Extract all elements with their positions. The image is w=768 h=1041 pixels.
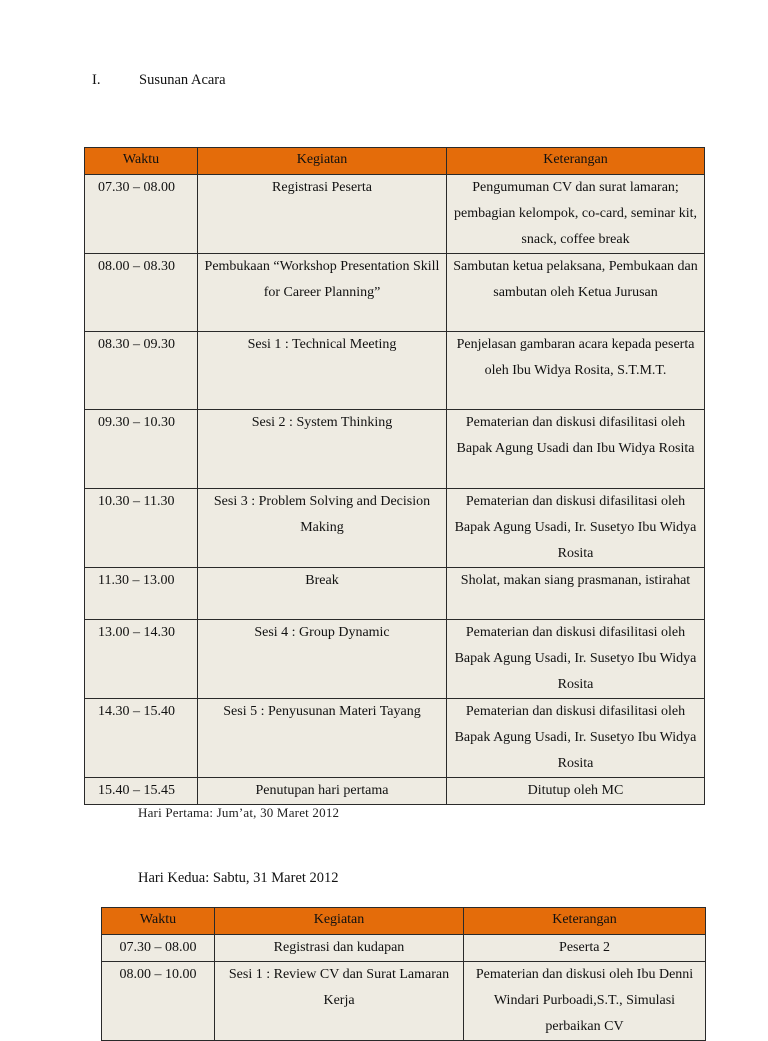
table-row [85,410,705,489]
time-cell: 14.30 – 15.40 [85,699,198,778]
column-header-kegiatan: Kegiatan [198,148,447,175]
activity-cell: Pembukaan “Workshop Presentation Skill for Career Planning” [198,254,447,332]
time-cell: 07.30 – 08.00 [102,935,215,962]
column-header-waktu: Waktu [85,148,198,175]
time-cell: 15.40 – 15.45 [85,778,198,805]
time-cell: 11.30 – 13.00 [85,568,198,620]
time-cell: 08.00 – 08.30 [85,254,198,332]
notes-cell: Ditutup oleh MC [447,778,705,805]
notes-cell: Penjelasan gambaran acara kepada peserta oleh Ibu Widya Rosita, S.T.M.T. [447,332,705,410]
activity-cell: Sesi 2 : System Thinking [198,410,447,489]
schedule-table-day1 [84,147,705,805]
time-cell: 13.00 – 14.30 [85,620,198,699]
table-row [85,332,705,410]
notes-cell: Sholat, makan siang prasmanan, istirahat [447,568,705,620]
table-row [85,489,705,568]
notes-cell: Sambutan ketua pelaksana, Pembukaan dan sambutan oleh Ketua Jurusan [447,254,705,332]
time-cell: 07.30 – 08.00 [85,175,198,254]
table-row [85,620,705,699]
activity-cell: Sesi 1 : Review CV dan Surat Lamaran Kerja [215,962,464,1041]
table-row [102,935,706,962]
time-cell: 08.00 – 10.00 [102,962,215,1041]
table-row [85,778,705,805]
column-header-waktu: Waktu [102,908,215,935]
activity-cell: Registrasi Peserta [198,175,447,254]
day2-heading: Hari Kedua: Sabtu, 31 Maret 2012 [138,870,339,886]
table-row [85,699,705,778]
time-cell: 10.30 – 11.30 [85,489,198,568]
table-row [85,568,705,620]
time-cell: 09.30 – 10.30 [85,410,198,489]
table-caption-day1: Hari Pertama: Jum’at, 30 Maret 2012 [138,805,340,820]
notes-cell: Pematerian dan diskusi difasilitasi oleh Bapak Agung Usadi dan Ibu Widya Rosita [447,410,705,489]
activity-cell: Penutupan hari pertama [198,778,447,805]
section-heading [92,71,226,89]
time-cell: 08.30 – 09.30 [85,332,198,410]
activity-cell: Sesi 5 : Penyusunan Materi Tayang [198,699,447,778]
table-row [85,175,705,254]
activity-cell: Registrasi dan kudapan [215,935,464,962]
notes-cell: Pematerian dan diskusi oleh Ibu Denni Windari Purboadi,S.T., Simulasi perbaikan CV [464,962,706,1041]
table-row [102,962,706,1041]
notes-cell: Pematerian dan diskusi difasilitasi oleh Bapak Agung Usadi, Ir. Susetyo Ibu Widya Rosita [447,489,705,568]
activity-cell: Break [198,568,447,620]
schedule-table-day2 [101,907,706,1041]
activity-cell: Sesi 4 : Group Dynamic [198,620,447,699]
notes-cell: Pengumuman CV dan surat lamaran; pembagian kelompok, co-card, seminar kit, snack, coffee break [447,175,705,254]
notes-cell: Pematerian dan diskusi difasilitasi oleh Bapak Agung Usadi, Ir. Susetyo Ibu Widya Rosita [447,699,705,778]
activity-cell: Sesi 1 : Technical Meeting [198,332,447,410]
table-header-row [85,148,705,175]
table-header-row [102,908,706,935]
table-row [85,254,705,332]
column-header-kegiatan: Kegiatan [215,908,464,935]
column-header-keterangan: Keterangan [447,148,705,175]
section-title: Susunan Acara [139,72,226,88]
notes-cell: Pematerian dan diskusi difasilitasi oleh Bapak Agung Usadi, Ir. Susetyo Ibu Widya Rosita [447,620,705,699]
column-header-keterangan: Keterangan [464,908,706,935]
notes-cell: Peserta 2 [464,935,706,962]
section-number: I. [92,72,101,88]
activity-cell: Sesi 3 : Problem Solving and Decision Making [198,489,447,568]
